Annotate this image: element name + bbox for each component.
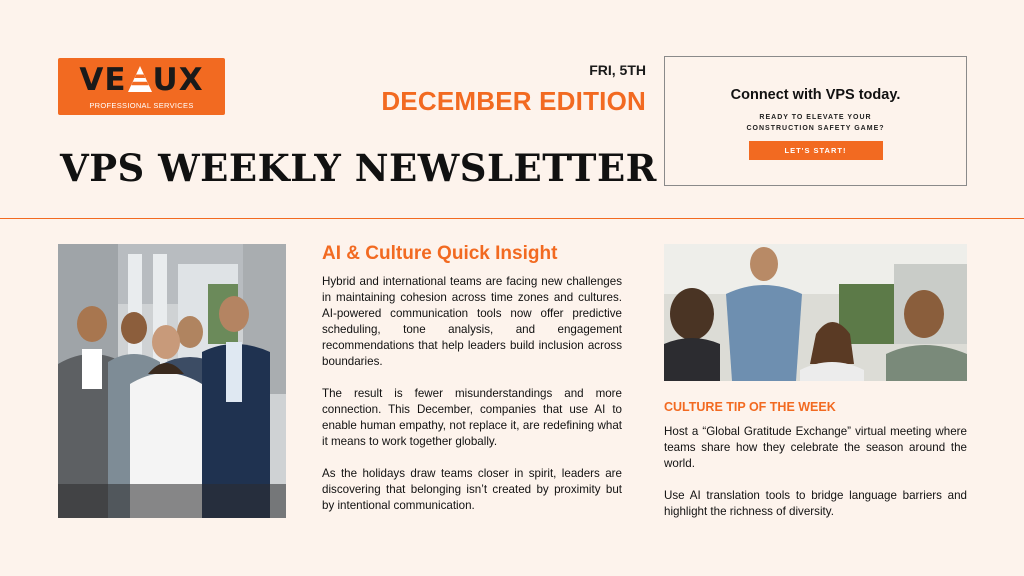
newsletter-title: VPS WEEKLY NEWSLETTER — [60, 146, 657, 190]
edition-label: DECEMBER EDITION — [381, 86, 646, 116]
header-divider — [0, 218, 1024, 219]
cta-heading: Connect with VPS today. — [730, 87, 901, 103]
cta-subtext-line1: READY TO ELEVATE YOUR — [759, 114, 872, 121]
article-paragraph: As the holidays draw teams closer in spirit, leaders are discovering that belonging isn’t created by proximity but by intentional communication. — [322, 467, 622, 512]
logo-wordmark-right: UX — [152, 62, 204, 98]
article-paragraph: Hybrid and international teams are facing new challenges in maintaining cohesion across time zones and cultures. AI-powered communication tools now offer predictive scheduling, tone analysis, and engagement recommendations that help leaders build inclusion across boundaries. — [322, 275, 622, 368]
article-title: AI & Culture Quick Insight — [322, 243, 558, 264]
tip-paragraph: Host a “Global Gratitude Exchange” virtual meeting where teams share how they celebrate the season around the world. — [664, 425, 967, 470]
article-paragraph: The result is fewer misunderstandings and more connection. This December, companies that use AI to enable human empathy, not replace it, are redefining what it means to work together globally. — [322, 387, 622, 448]
meeting-photo — [664, 244, 967, 381]
cta-subtext — [665, 112, 966, 134]
team-photo — [58, 244, 286, 518]
tip-title: CULTURE TIP OF THE WEEK — [664, 400, 836, 414]
tip-body — [664, 424, 967, 536]
tip-paragraph: Use AI translation tools to bridge language barriers and highlight the richness of diversity. — [664, 489, 967, 518]
logo-wordmark-left: VE — [79, 62, 127, 98]
veaux-logo — [58, 58, 225, 115]
cta-subtext-line2: CONSTRUCTION SAFETY GAME? — [746, 125, 885, 132]
article-body — [322, 274, 622, 530]
traffic-cone-icon — [127, 65, 153, 93]
lets-start-button[interactable]: LET'S START! — [749, 141, 883, 160]
issue-date: FRI, 5TH — [589, 62, 646, 78]
cta-box — [664, 56, 967, 186]
logo-wordmark — [58, 62, 225, 98]
logo-tagline: PROFESSIONAL SERVICES — [89, 101, 194, 110]
